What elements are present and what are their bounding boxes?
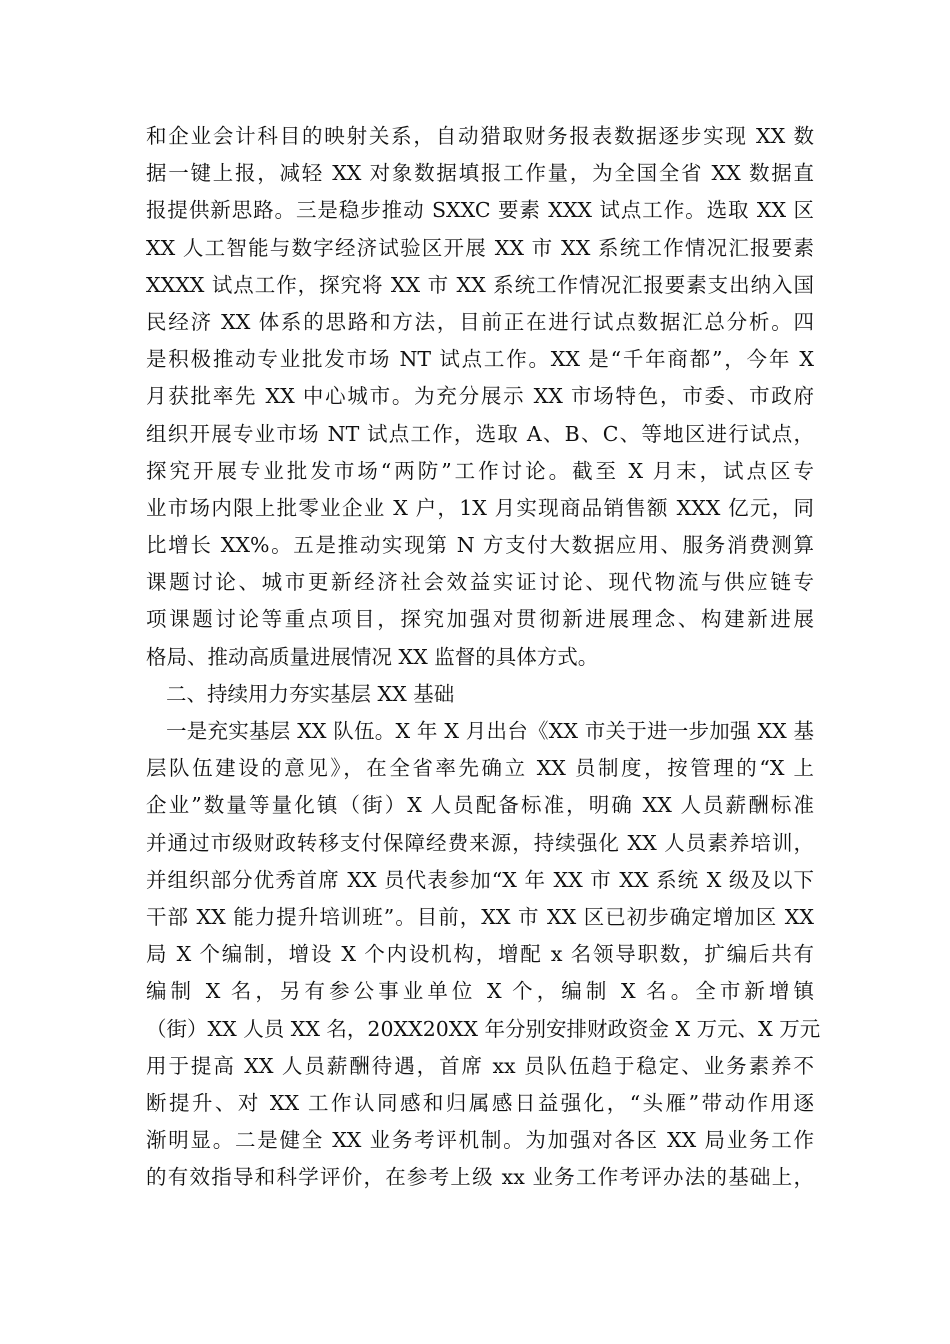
text-line: 据一键上报，减轻 XX 对象数据填报工作量，为全国全省 XX 数据直 [146,161,814,186]
section-heading: 二、持续用力夯实基层 XX 基础 [166,681,455,706]
text-line: 渐明显。二是健全 XX 业务考评机制。为加强对各区 XX 局业务工作 [146,1128,814,1153]
text-line: 的有效指导和科学评价，在参考上级 xx 业务工作考评办法的基础上， [146,1165,814,1190]
text-line: 组织开展专业市场 NT 试点工作，选取 A、B、C、等地区进行试点， [146,421,814,446]
text-line: 探究开展专业批发市场“两防”工作讨论。截至 X 月末，试点区专 [146,458,814,483]
text-line: 和企业会计科目的映射关系，自动猎取财务报表数据逐步实现 XX 数 [146,124,814,148]
text-line: 局 X 个编制，增设 X 个内设机构，增配 x 名领导职数，扩编后共有 [146,942,814,967]
text-line: 是积极推动专业批发市场 NT 试点工作。XX 是“千年商都”，今年 X [146,347,814,372]
text-line: XX 人工智能与数字经济试验区开展 XX 市 XX 系统工作情况汇报要素 [146,235,814,260]
text-line: 干部 XX 能力提升培训班”。目前，XX 市 XX 区已初步确定增加区 XX [146,904,814,929]
text-line: 并组织部分优秀首席 XX 员代表参加“X 年 XX 市 XX 系统 X 级及以下 [146,867,814,892]
paragraph-grassroots-team [146,713,821,1196]
text-line: 企业”数量等量化镇（街）X 人员配备标准，明确 XX 人员薪酬标准 [146,793,814,818]
text-line: 课题讨论、城市更新经济社会效益实证讨论、现代物流与供应链专 [146,570,814,595]
text-line: 层队伍建设的意见》，在全省率先确立 XX 员制度，按管理的“X 上 [146,756,814,781]
text-line: 编制 X 名，另有参公事业单位 X 个，编制 X 名。全市新增镇 [146,979,814,1004]
text-line: 断提升、对 XX 工作认同感和归属感日益强化，“头雁”带动作用逐 [146,1090,814,1115]
text-line: 一是充实基层 XX 队伍。X 年 X 月出台《XX 市关于进一步加强 XX 基 [166,719,814,743]
document-body [146,118,821,1196]
text-line: 比增长 XX%。五是推动实现第 N 方支付大数据应用、服务消费测算 [146,533,814,558]
text-line: （街）XX 人员 XX 名，20XX20XX 年分别安排财政资金 X 万元、X 万元 [146,1016,821,1041]
text-line: XXXX 试点工作，探究将 XX 市 XX 系统工作情况汇报要素支出纳入国 [146,272,814,297]
text-line: 业市场内限上批零业企业 X 户，1X 月实现商品销售额 XXX 亿元，同 [146,495,814,520]
text-line: 月获批率先 XX 中心城市。为充分展示 XX 市场特色，市委、市政府 [146,384,814,409]
text-line: 用于提高 XX 人员薪酬待遇，首席 xx 员队伍趋于稳定、业务素养不 [146,1053,814,1078]
text-line: 项课题讨论等重点项目，探究加强对贯彻新进展理念、构建新进展 [146,607,814,632]
text-line: 并通过市级财政转移支付保障经费来源，持续强化 XX 人员素养培训， [146,830,814,855]
paragraph-mapping-pilots [146,118,814,676]
text-line: 格局、推动高质量进展情况 XX 监督的具体方式。 [146,644,599,669]
text-line: 报提供新思路。三是稳步推动 SXXC 要素 XXX 试点工作。选取 XX 区 [146,198,814,223]
text-line: 民经济 XX 体系的思路和方法，目前正在进行试点数据汇总分析。四 [146,309,814,334]
